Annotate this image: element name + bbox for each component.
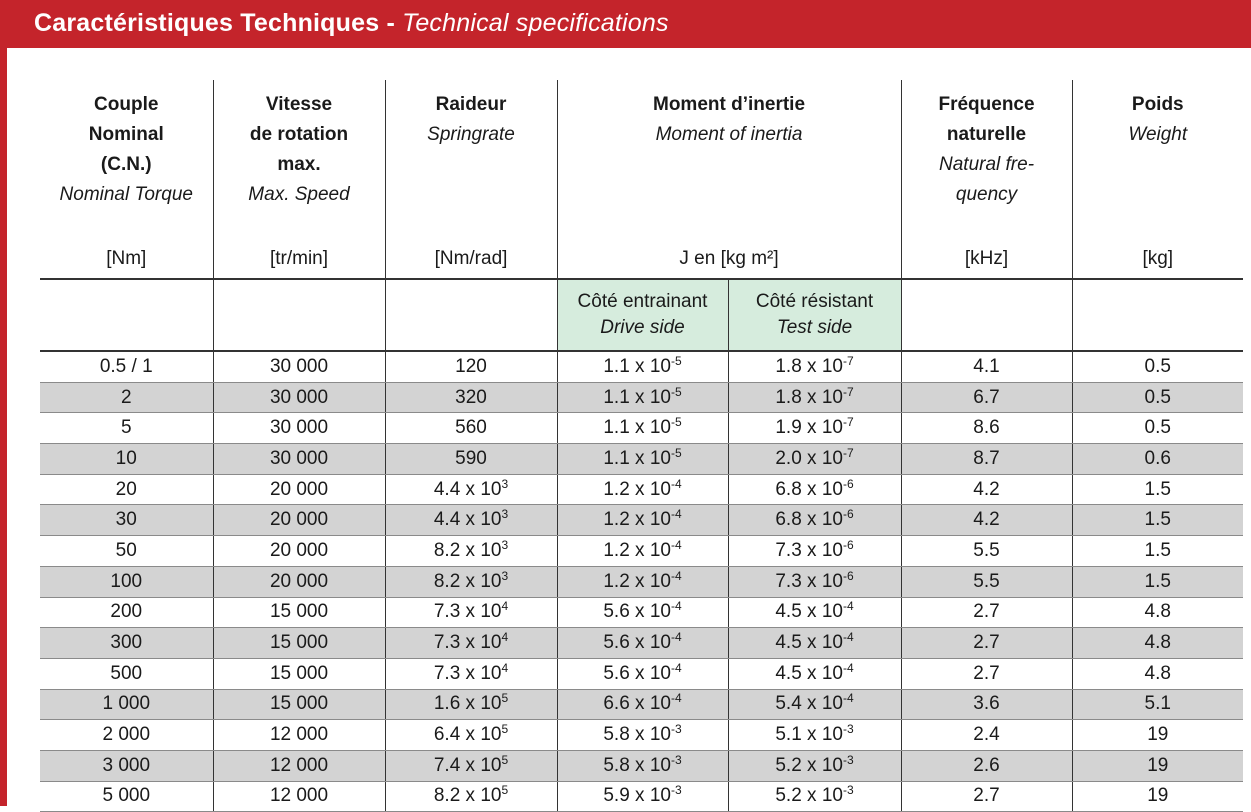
value-base: 120: [455, 355, 487, 377]
value-exponent: -5: [670, 415, 682, 430]
cell-torque: 5: [40, 413, 213, 444]
value-exponent: -4: [670, 660, 682, 675]
cell-weight: 1.5: [1072, 505, 1243, 536]
value-exponent: -7: [842, 445, 854, 460]
value-base: 1.1 x 10: [603, 447, 671, 469]
cell-spring: [385, 444, 557, 475]
cell-test: [728, 628, 901, 659]
value-base: 560: [455, 417, 487, 439]
value-exponent: -6: [842, 507, 854, 522]
value-base: 1.6 x 10: [433, 693, 502, 715]
empty-cell: [901, 279, 1072, 351]
title-main: Caractéristiques Techniques -: [34, 9, 403, 37]
cell-drive: [557, 505, 728, 536]
cell-speed: 15 000: [213, 628, 385, 659]
value-exponent: -7: [842, 384, 854, 399]
value-exponent: 5: [501, 783, 509, 798]
value-exponent: -4: [842, 599, 854, 614]
value-base: 1.2 x 10: [603, 509, 671, 531]
page-title: [0, 0, 1251, 48]
table-row: [40, 474, 1243, 505]
column-header: [385, 80, 557, 240]
cell-weight: 5.1: [1072, 689, 1243, 720]
value-base: 4.5 x 10: [775, 632, 843, 654]
value-exponent: -3: [842, 783, 854, 798]
cell-freq: 2.6: [901, 750, 1072, 781]
unit-row: [40, 240, 1243, 279]
value-exponent: -3: [842, 752, 854, 767]
table-row: [40, 720, 1243, 751]
cell-torque: 10: [40, 444, 213, 475]
value-base: 1.2 x 10: [603, 539, 671, 561]
cell-test: [728, 658, 901, 689]
cell-drive: [557, 658, 728, 689]
column-header: [213, 80, 385, 240]
value-base: 5.2 x 10: [775, 785, 843, 807]
accent-border: [0, 48, 7, 806]
value-base: 5.6 x 10: [603, 632, 671, 654]
cell-speed: 20 000: [213, 505, 385, 536]
drive-side-fr: Côté entrainant: [577, 291, 708, 312]
table-row: [40, 382, 1243, 413]
header-title-line: Moment d’inertie: [653, 94, 806, 115]
cell-spring: [385, 658, 557, 689]
header-english-line: Moment of inertia: [655, 124, 803, 145]
cell-freq: 2.4: [901, 720, 1072, 751]
cell-spring: [385, 351, 557, 382]
table-row: [40, 566, 1243, 597]
cell-test: [728, 413, 901, 444]
value-exponent: -4: [842, 660, 854, 675]
table-row: [40, 750, 1243, 781]
header-title-line: Vitesse: [265, 94, 333, 115]
cell-spring: [385, 750, 557, 781]
cell-torque: 30: [40, 505, 213, 536]
header-title-line: Poids: [1131, 94, 1184, 115]
cell-drive: [557, 597, 728, 628]
cell-spring: [385, 566, 557, 597]
value-base: 7.3 x 10: [433, 632, 502, 654]
empty-cell: [385, 279, 557, 351]
value-base: 6.4 x 10: [433, 724, 502, 746]
value-exponent: -5: [670, 353, 682, 368]
value-exponent: -6: [842, 568, 854, 583]
value-exponent: -4: [670, 691, 682, 706]
header-title-line: Raideur: [435, 94, 507, 115]
cell-spring: [385, 689, 557, 720]
specs-table: [40, 80, 1243, 812]
cell-test: [728, 505, 901, 536]
cell-freq: 8.7: [901, 444, 1072, 475]
cell-weight: 19: [1072, 781, 1243, 812]
cell-spring: [385, 382, 557, 413]
header-row: [40, 80, 1243, 240]
cell-torque: 1 000: [40, 689, 213, 720]
value-base: 1.8 x 10: [775, 355, 843, 377]
cell-speed: 20 000: [213, 536, 385, 567]
value-base: 6.8 x 10: [775, 509, 843, 531]
cell-test: [728, 536, 901, 567]
value-exponent: -5: [670, 445, 682, 460]
cell-test: [728, 566, 901, 597]
empty-cell: [40, 279, 213, 351]
value-exponent: -4: [670, 568, 682, 583]
cell-test: [728, 597, 901, 628]
cell-speed: 20 000: [213, 474, 385, 505]
cell-speed: 12 000: [213, 720, 385, 751]
value-base: 1.2 x 10: [603, 570, 671, 592]
cell-spring: [385, 781, 557, 812]
cell-speed: 30 000: [213, 351, 385, 382]
cell-freq: 5.5: [901, 566, 1072, 597]
cell-speed: 30 000: [213, 413, 385, 444]
cell-test: [728, 382, 901, 413]
cell-spring: [385, 413, 557, 444]
cell-weight: 0.6: [1072, 444, 1243, 475]
header-english-line: Weight: [1128, 124, 1188, 145]
value-exponent: -3: [670, 722, 682, 737]
value-base: 5.8 x 10: [603, 754, 671, 776]
value-base: 1.1 x 10: [603, 355, 671, 377]
cell-test: [728, 474, 901, 505]
header-english-line: quency: [955, 184, 1018, 205]
cell-torque: 200: [40, 597, 213, 628]
title-italic: Technical specifications: [402, 9, 669, 37]
value-base: 7.3 x 10: [775, 570, 843, 592]
value-base: 7.3 x 10: [433, 662, 502, 684]
cell-drive: [557, 720, 728, 751]
cell-torque: 3 000: [40, 750, 213, 781]
cell-test: [728, 750, 901, 781]
value-exponent: -6: [842, 476, 854, 491]
cell-drive: [557, 781, 728, 812]
value-base: 5.8 x 10: [603, 724, 671, 746]
unit-header: [tr/min]: [213, 240, 385, 279]
cell-speed: 20 000: [213, 566, 385, 597]
cell-drive: [557, 474, 728, 505]
cell-spring: [385, 505, 557, 536]
cell-weight: 1.5: [1072, 474, 1243, 505]
value-exponent: -4: [670, 537, 682, 552]
cell-speed: 15 000: [213, 689, 385, 720]
value-exponent: 5: [501, 722, 509, 737]
cell-weight: 1.5: [1072, 536, 1243, 567]
cell-weight: 0.5: [1072, 413, 1243, 444]
cell-test: [728, 689, 901, 720]
header-english-line: Nominal Torque: [59, 184, 193, 205]
column-header: [1072, 80, 1243, 240]
table-row: [40, 781, 1243, 812]
drive-side-en: Drive side: [600, 317, 685, 338]
value-base: 1.1 x 10: [603, 386, 671, 408]
subheader-row: [40, 279, 1243, 351]
empty-cell: [213, 279, 385, 351]
cell-torque: 20: [40, 474, 213, 505]
cell-spring: [385, 474, 557, 505]
value-exponent: -4: [670, 476, 682, 491]
cell-drive: [557, 750, 728, 781]
cell-freq: 5.5: [901, 536, 1072, 567]
value-exponent: -4: [842, 630, 854, 645]
cell-freq: 8.6: [901, 413, 1072, 444]
cell-drive: [557, 444, 728, 475]
value-exponent: -7: [842, 353, 854, 368]
cell-speed: 30 000: [213, 382, 385, 413]
cell-torque: 0.5 / 1: [40, 351, 213, 382]
cell-freq: 2.7: [901, 781, 1072, 812]
cell-torque: 50: [40, 536, 213, 567]
cell-freq: 6.7: [901, 382, 1072, 413]
table-row: [40, 413, 1243, 444]
value-exponent: 3: [501, 476, 509, 491]
cell-freq: 2.7: [901, 628, 1072, 659]
header-title-line: Nominal: [88, 124, 164, 145]
cell-freq: 4.2: [901, 505, 1072, 536]
test-side-en: Test side: [776, 317, 853, 338]
value-base: 1.8 x 10: [775, 386, 843, 408]
value-base: 8.2 x 10: [433, 570, 502, 592]
cell-torque: 300: [40, 628, 213, 659]
value-base: 5.9 x 10: [603, 785, 671, 807]
table-row: [40, 505, 1243, 536]
cell-freq: 4.2: [901, 474, 1072, 505]
unit-header: [Nm/rad]: [385, 240, 557, 279]
specs-table-container: [40, 80, 1243, 806]
value-base: 5.4 x 10: [775, 693, 843, 715]
table-row: [40, 689, 1243, 720]
cell-freq: 2.7: [901, 658, 1072, 689]
unit-header: [kg]: [1072, 240, 1243, 279]
value-exponent: 4: [501, 630, 509, 645]
cell-drive: [557, 689, 728, 720]
cell-weight: 4.8: [1072, 628, 1243, 659]
table-row: [40, 628, 1243, 659]
header-english-line: Max. Speed: [248, 184, 350, 205]
value-base: 7.4 x 10: [433, 754, 502, 776]
value-exponent: -4: [670, 630, 682, 645]
cell-weight: 19: [1072, 750, 1243, 781]
cell-weight: 4.8: [1072, 597, 1243, 628]
header-english-line: Natural fre-: [939, 154, 1035, 175]
value-exponent: 3: [501, 568, 509, 583]
unit-header: J en [kg m²]: [557, 240, 901, 279]
cell-spring: [385, 720, 557, 751]
cell-drive: [557, 566, 728, 597]
cell-test: [728, 444, 901, 475]
value-base: 5.2 x 10: [775, 754, 843, 776]
cell-test: [728, 720, 901, 751]
cell-freq: 2.7: [901, 597, 1072, 628]
value-base: 5.6 x 10: [603, 601, 671, 623]
value-exponent: -3: [670, 752, 682, 767]
value-exponent: -6: [842, 537, 854, 552]
test-side-header: [728, 279, 901, 351]
cell-test: [728, 781, 901, 812]
value-exponent: 5: [501, 752, 509, 767]
test-side-fr: Côté résistant: [755, 291, 874, 312]
value-exponent: -4: [670, 507, 682, 522]
cell-freq: 3.6: [901, 689, 1072, 720]
empty-cell: [1072, 279, 1243, 351]
value-exponent: 4: [501, 599, 509, 614]
value-base: 4.4 x 10: [433, 509, 502, 531]
column-header: [901, 80, 1072, 240]
cell-torque: 100: [40, 566, 213, 597]
cell-speed: 15 000: [213, 658, 385, 689]
cell-test: [728, 351, 901, 382]
header-title-line: Fréquence: [938, 94, 1035, 115]
header-title-line: naturelle: [946, 124, 1027, 145]
table-row: [40, 597, 1243, 628]
cell-speed: 15 000: [213, 597, 385, 628]
value-exponent: 3: [501, 507, 509, 522]
value-base: 4.4 x 10: [433, 478, 502, 500]
cell-drive: [557, 536, 728, 567]
cell-torque: 500: [40, 658, 213, 689]
value-base: 7.3 x 10: [775, 539, 843, 561]
header-english-line: Springrate: [427, 124, 515, 145]
value-exponent: -4: [842, 691, 854, 706]
value-base: 1.9 x 10: [775, 417, 843, 439]
header-title-line: Couple: [94, 94, 159, 115]
value-exponent: 5: [501, 691, 509, 706]
drive-side-header: [557, 279, 728, 351]
cell-weight: 19: [1072, 720, 1243, 751]
table-row: [40, 658, 1243, 689]
value-exponent: -7: [842, 415, 854, 430]
cell-drive: [557, 382, 728, 413]
cell-spring: [385, 628, 557, 659]
value-base: 4.5 x 10: [775, 601, 843, 623]
cell-weight: 1.5: [1072, 566, 1243, 597]
cell-freq: 4.1: [901, 351, 1072, 382]
cell-spring: [385, 597, 557, 628]
value-exponent: 3: [501, 537, 509, 552]
column-header: [557, 80, 901, 240]
header-title-line: max.: [277, 154, 321, 175]
cell-torque: 2: [40, 382, 213, 413]
cell-speed: 12 000: [213, 750, 385, 781]
cell-torque: 5 000: [40, 781, 213, 812]
cell-drive: [557, 628, 728, 659]
value-base: 7.3 x 10: [433, 601, 502, 623]
value-exponent: -5: [670, 384, 682, 399]
value-exponent: -3: [670, 783, 682, 798]
value-base: 8.2 x 10: [433, 539, 502, 561]
value-base: 1.1 x 10: [603, 417, 671, 439]
cell-speed: 12 000: [213, 781, 385, 812]
cell-weight: 0.5: [1072, 382, 1243, 413]
cell-speed: 30 000: [213, 444, 385, 475]
header-title-line: de rotation: [249, 124, 349, 145]
value-base: 6.6 x 10: [603, 693, 671, 715]
header-title-line: (C.N.): [100, 154, 152, 175]
cell-weight: 4.8: [1072, 658, 1243, 689]
value-exponent: 4: [501, 660, 509, 675]
value-base: 2.0 x 10: [775, 447, 843, 469]
unit-header: [kHz]: [901, 240, 1072, 279]
column-header: [40, 80, 213, 240]
table-row: [40, 351, 1243, 382]
cell-drive: [557, 413, 728, 444]
unit-header: [Nm]: [40, 240, 213, 279]
cell-torque: 2 000: [40, 720, 213, 751]
value-exponent: -4: [670, 599, 682, 614]
cell-weight: 0.5: [1072, 351, 1243, 382]
value-exponent: -3: [842, 722, 854, 737]
value-base: 320: [455, 386, 487, 408]
value-base: 4.5 x 10: [775, 662, 843, 684]
cell-spring: [385, 536, 557, 567]
value-base: 5.1 x 10: [775, 724, 843, 746]
value-base: 5.6 x 10: [603, 662, 671, 684]
table-row: [40, 536, 1243, 567]
value-base: 6.8 x 10: [775, 478, 843, 500]
value-base: 8.2 x 10: [433, 785, 502, 807]
table-row: [40, 444, 1243, 475]
cell-drive: [557, 351, 728, 382]
value-base: 590: [455, 447, 487, 469]
value-base: 1.2 x 10: [603, 478, 671, 500]
